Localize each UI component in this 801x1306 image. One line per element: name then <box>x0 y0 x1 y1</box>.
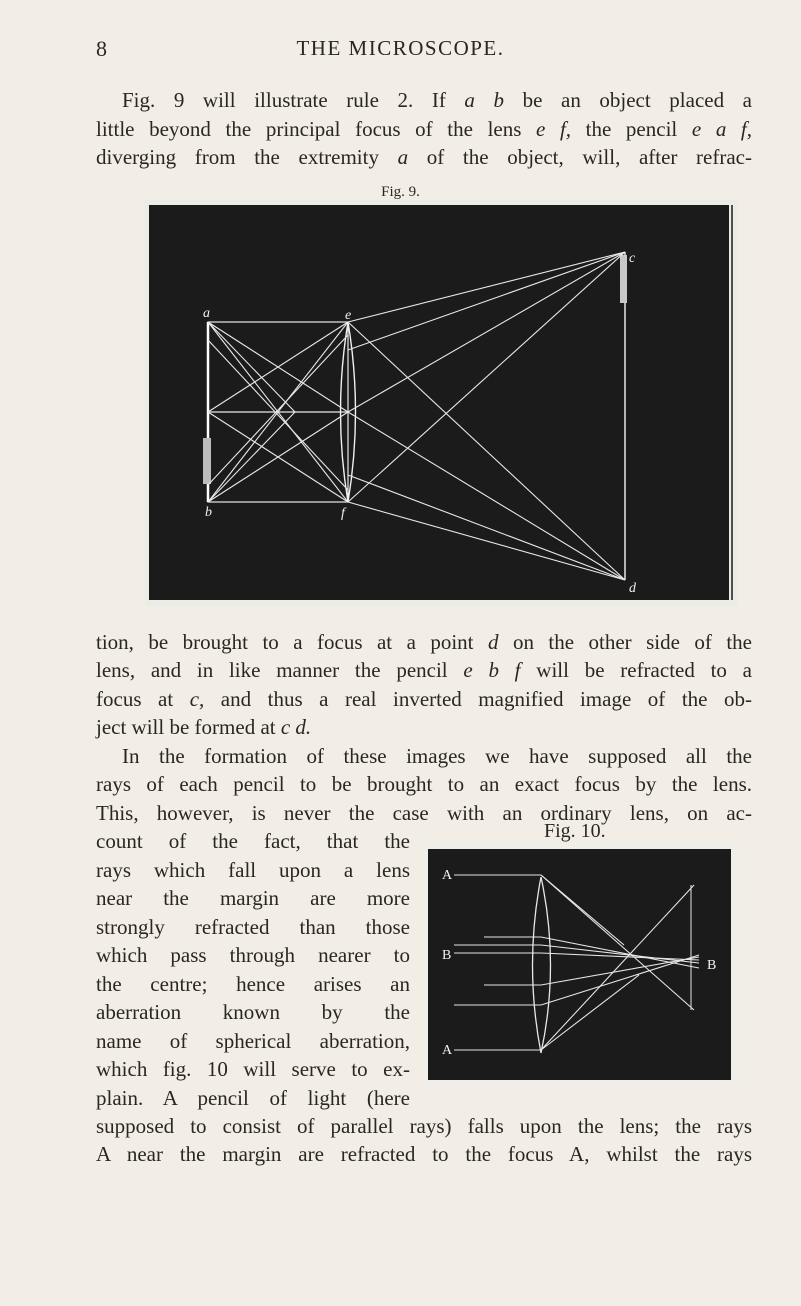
text-line: strongly refracted than those <box>96 915 410 939</box>
text-line: This, however, is never the case with an ordinary lens, on ac- <box>96 801 752 825</box>
text-line: In the formation of these images we have supposed all the <box>122 744 752 768</box>
text-line: lens, and in like manner the pencil e b f will be refracted to a <box>96 658 752 682</box>
label-e: e <box>345 308 352 323</box>
label-b: b <box>205 505 212 520</box>
running-head: THE MICROSCOPE. <box>296 36 505 60</box>
text-line: diverging from the extremity a of the object, will, after refrac- <box>96 145 752 169</box>
label-B-left: B <box>442 948 452 963</box>
text-line: plain. A pencil of light (here <box>96 1086 410 1110</box>
page-header <box>0 36 801 66</box>
figure-9-diagram <box>145 200 737 606</box>
text-line: count of the fact, that the <box>96 829 410 853</box>
figure-10-diagram <box>424 845 737 1085</box>
text-line: name of spherical aberration, <box>96 1029 410 1053</box>
figure-caption: Fig. 9. <box>381 184 420 200</box>
label-A-bottom: A <box>442 1043 453 1058</box>
label-A-top: A <box>442 868 453 883</box>
page-number: 8 <box>96 36 107 61</box>
figure-background <box>149 205 729 600</box>
label-c: c <box>629 251 636 266</box>
text-line: which fig. 10 will serve to ex- <box>96 1057 410 1081</box>
text-line: rays which fall upon a lens <box>96 858 410 882</box>
object-shading <box>203 438 211 484</box>
text-line: tion, be brought to a focus at a point d on the other side of the <box>96 630 753 654</box>
text-line: supposed to consist of parallel rays) falls upon the lens; the rays <box>96 1114 752 1138</box>
text-line: ject will be formed at c d. <box>96 715 312 739</box>
figure-caption: Fig. 10. <box>544 820 606 842</box>
figure-background <box>428 849 731 1080</box>
text-line: little beyond the principal focus of the lens e f, the pencil e a f, <box>96 117 753 141</box>
label-d: d <box>629 581 636 596</box>
label-B-right: B <box>707 958 717 973</box>
image-shading <box>620 255 627 303</box>
text-line: focus at c, and thus a real inverted magnified image of the ob- <box>96 687 752 711</box>
text-line: A near the margin are refracted to the focus A, whilst the rays <box>96 1142 752 1166</box>
text-line: which pass through nearer to <box>96 943 410 967</box>
label-f: f <box>341 506 345 521</box>
text-line: rays of each pencil to be brought to an exact focus by the lens. <box>96 772 752 796</box>
text-line: aberration known by the <box>96 1000 410 1024</box>
label-a: a <box>203 306 210 321</box>
text-line: Fig. 9 will illustrate rule 2. If a b be an object placed a <box>122 88 753 112</box>
text-line: the centre; hence arises an <box>96 972 410 996</box>
text-line: near the margin are more <box>96 886 410 910</box>
